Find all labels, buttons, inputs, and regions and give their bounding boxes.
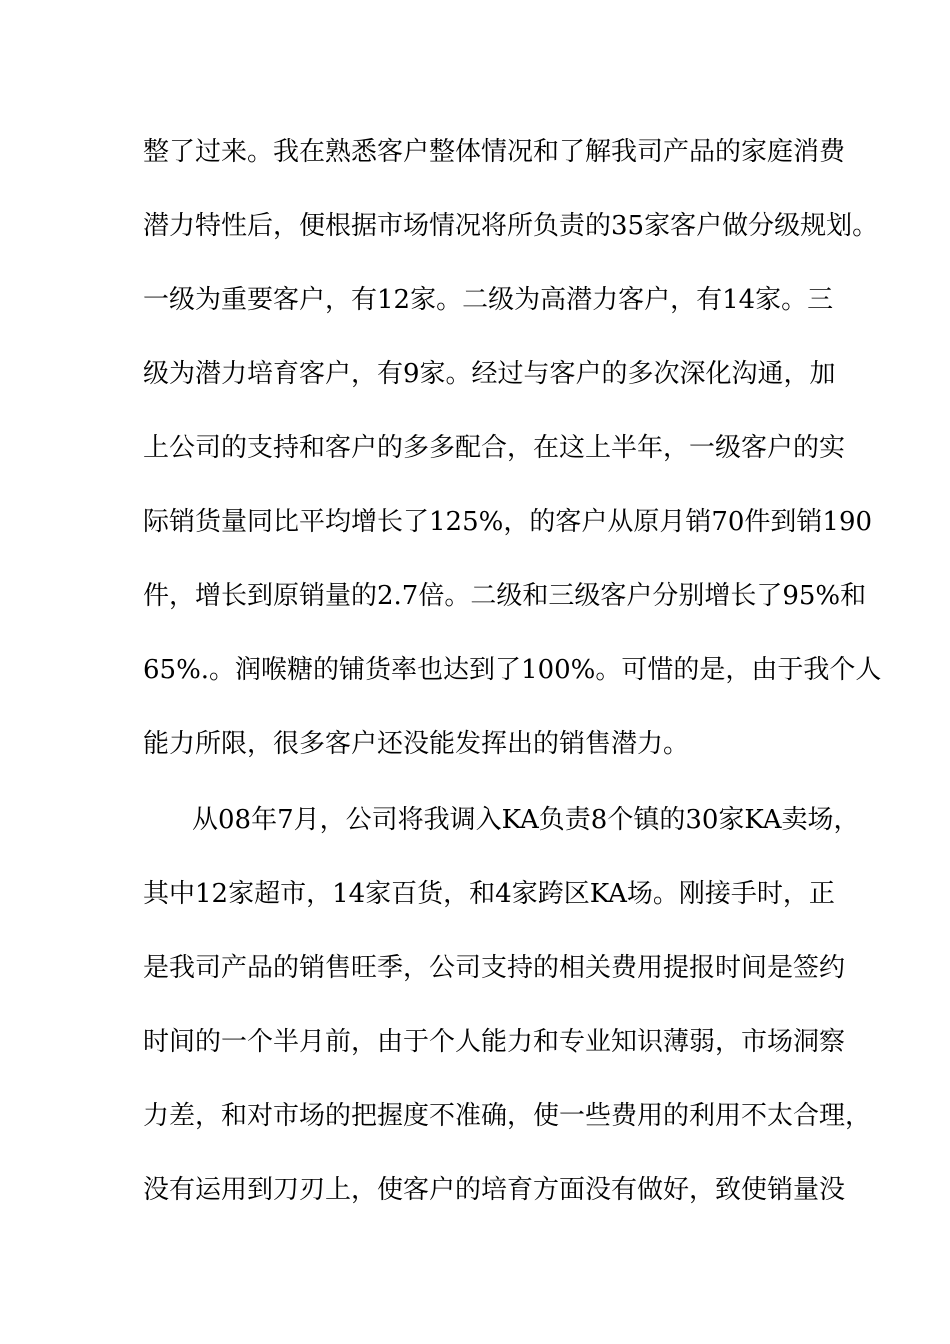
text-line: 件，增长到原销量的2.7倍。二级和三级客户分别增长了95%和 [143, 581, 867, 611]
text-line: 潜力特性后，便根据市场情况将所负责的35家客户做分级规划。 [143, 211, 879, 241]
text-line: 是我司产品的销售旺季，公司支持的相关费用提报时间是签约 [143, 953, 846, 983]
text-line: 时间的一个半月前，由于个人能力和专业知识薄弱，市场洞察 [143, 1027, 846, 1057]
text-line: 整了过来。我在熟悉客户整体情况和了解我司产品的家庭消费 [143, 137, 846, 167]
text-line: 力差，和对市场的把握度不准确，使一些费用的利用不太合理， [143, 1101, 872, 1131]
text-line: 一级为重要客户，有12家。二级为高潜力客户，有14家。三 [143, 285, 834, 315]
text-line: 级为潜力培育客户，有9家。经过与客户的多次深化沟通，加 [143, 359, 836, 389]
text-line: 能力所限，很多客户还没能发挥出的销售潜力。 [143, 729, 690, 759]
text-line: 65%.。润喉糖的铺货率也达到了100%。可惜的是，由于我个人 [143, 655, 882, 685]
paragraph-first-line: 从08年7月，公司将我调入KA负责8个镇的30家KA卖场， [192, 805, 860, 835]
text-line: 其中12家超市，14家百货，和4家跨区KA场。刚接手时，正 [143, 879, 835, 909]
text-line: 际销货量同比平均增长了125%，的客户从原月销70件到销190 [143, 507, 873, 537]
text-line: 没有运用到刀刃上，使客户的培育方面没有做好，致使销量没 [143, 1175, 846, 1205]
text-line: 上公司的支持和客户的多多配合，在这上半年，一级客户的实 [143, 433, 846, 463]
